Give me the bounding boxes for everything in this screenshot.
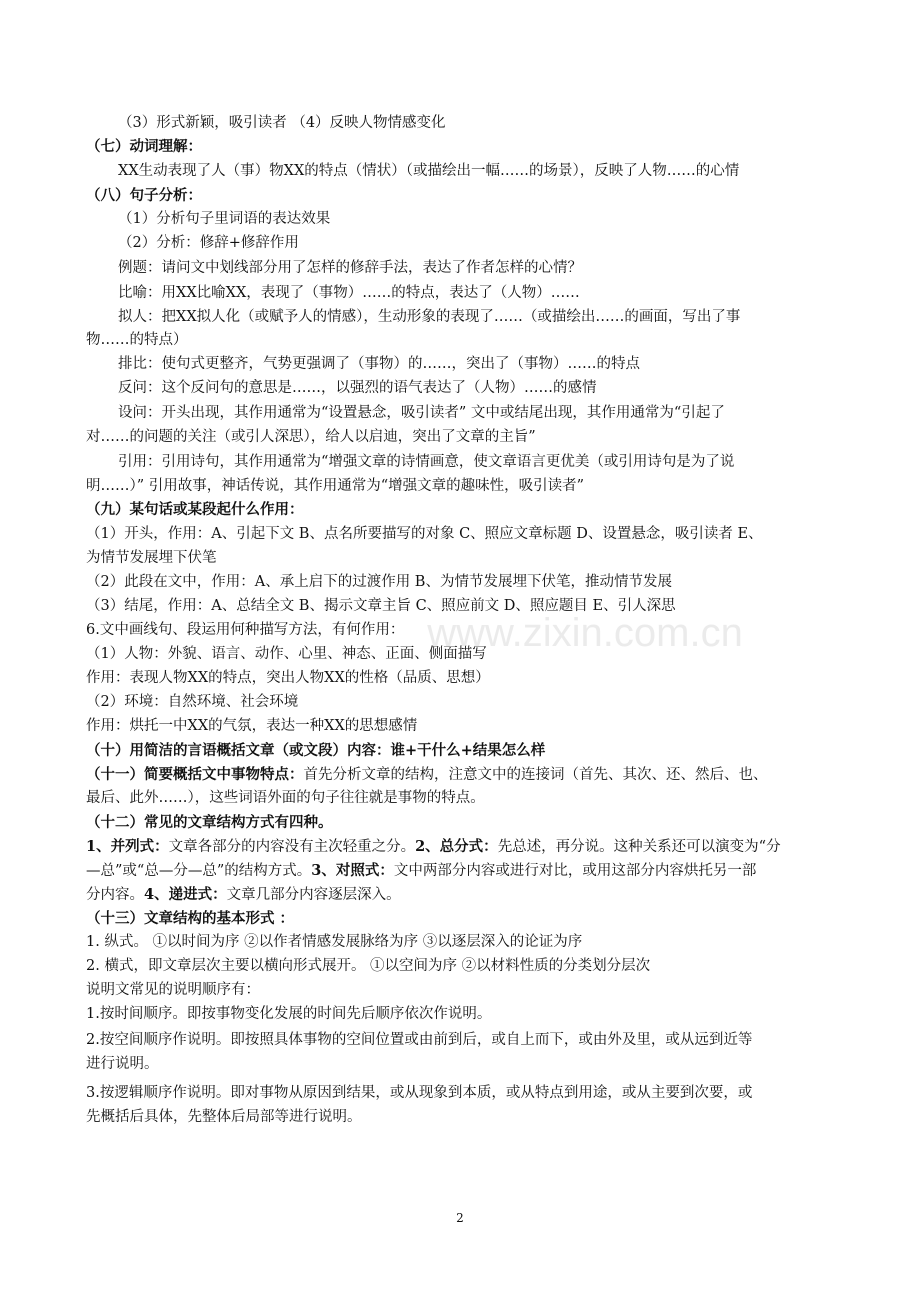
text-line: 6.文中画线句、段运用何种描写方法，有何作用： xyxy=(86,622,405,638)
text-line: （2）此段在文中，作用：A、承上启下的过渡作用 B、为情节发展埋下伏笔，推动情节发展 xyxy=(86,574,672,590)
term-label: 3、对照式： xyxy=(311,862,394,879)
text-line: 说明文常见的说明顺序有： xyxy=(86,982,260,998)
text-line: 2. 横式，即文章层次主要以横向形式展开。 ①以空间为序 ②以材料性质的分类划分层次 xyxy=(86,958,651,974)
text-line: 引用：引用诗句，其作用通常为“增强文章的诗情画意，使文章语言更优美（或引用诗句是为了说 xyxy=(118,454,735,470)
text-line: 明……）” 引用故事，神话传说，其作用通常为“增强文章的趣味性，吸引读者” xyxy=(86,478,585,494)
page-number: 2 xyxy=(456,1211,464,1225)
term-label: 2、总分式： xyxy=(415,838,498,855)
text-line: （1）人物：外貌、语言、动作、心里、神态、正面、侧面描写 xyxy=(86,646,487,662)
text-line: （1）开头，作用：A、引起下文 B、点名所要描写的对象 C、照应文章标题 D、设置悬念，吸引读者 E、 xyxy=(86,526,763,542)
term-label: 4、递进式： xyxy=(144,886,227,903)
text-line: 例题：请问文中划线部分用了怎样的修辞手法，表达了作者怎样的心情？ xyxy=(118,260,582,276)
text-run: —总”或“总—分—总”的结构方式。 xyxy=(86,863,312,879)
text-line xyxy=(86,883,840,906)
text-run: 文章各部分的内容没有主次轻重之分。 xyxy=(168,839,416,855)
text-line: 物……的特点） xyxy=(86,332,188,348)
text-line: XX生动表现了人（事）物XX的特点（情状）（或描绘出一幅……的场景），反映了人物……的心情 xyxy=(118,163,740,179)
section-heading: （八）句子分析： xyxy=(86,187,202,204)
watermark-graphic xyxy=(427,604,743,664)
section-heading: （十二）常见的文章结构方式有四种。 xyxy=(86,814,333,831)
text-line: 对……的问题的关注（或引人深思），给人以启迪，突出了文章的主旨” xyxy=(86,429,536,445)
text-line: （2）环境：自然环境、社会环境 xyxy=(86,694,299,710)
text-line: 比喻：用XX比喻XX，表现了（事物）……的特点，表达了（人物）…… xyxy=(118,285,580,301)
section-heading: （九）某句话或某段起什么作用： xyxy=(86,501,304,518)
text-line: 排比：使句式更整齐，气势更强调了（事物）的……，突出了（事物）……的特点 xyxy=(118,356,640,372)
text-line: （2）分析：修辞+修辞作用 xyxy=(118,235,299,251)
text-line: 为情节发展埋下伏笔 xyxy=(86,550,217,566)
text-line: 先概括后具体，先整体后局部等进行说明。 xyxy=(86,1109,362,1125)
text-line: 最后、此外……），这些词语外面的句子往往就是事物的特点。 xyxy=(86,790,485,806)
text-run: 文中两部分内容或进行对比，或用这部分内容烘托另一部 xyxy=(393,863,757,879)
text-line: （3）形式新颖，吸引读者 （4）反映人物情感变化 xyxy=(118,115,446,131)
text-run: 先总述，再分说。这种关系还可以演变为“分 xyxy=(497,839,781,855)
section-heading: （十一）简要概括文中事物特点： xyxy=(86,766,304,783)
text-line: 拟人：把XX拟人化（或赋予人的情感），生动形象的表现了……（或描绘出……的画面，写出了事 xyxy=(118,309,741,325)
section-heading: （七）动词理解： xyxy=(86,138,202,155)
term-label: 1、并列式： xyxy=(86,838,169,855)
text-line: 作用：烘托一中XX的气氛，表达一种XX的思想感情 xyxy=(86,718,418,734)
text-line: 反问：这个反问句的意思是……，以强烈的语气表达了（人物）……的感情 xyxy=(118,380,597,396)
text-line xyxy=(86,835,840,858)
svg-text:www.zixin.com.cn: www.zixin.com.cn xyxy=(427,611,743,655)
text-line: 作用：表现人物XX的特点，突出人物XX的性格（品质、思想） xyxy=(86,670,490,686)
text-line: 设问：开头出现，其作用通常为“设置悬念，吸引读者” 文中或结尾出现，其作用通常为“引起了 xyxy=(118,405,725,421)
text-line: 1. 纵式。 ①以时间为序 ②以作者情感发展脉络为序 ③以逐层深入的论证为序 xyxy=(86,934,583,950)
text-run: 分内容。 xyxy=(86,887,144,903)
section-heading: （十）用简洁的言语概括文章（或文段）内容：谁+干什么+结果怎么样 xyxy=(86,742,546,759)
text-line xyxy=(86,859,840,882)
section-heading: （十三）文章结构的基本形式 ： xyxy=(86,910,295,927)
text-line xyxy=(86,763,840,786)
text-line: 进行说明。 xyxy=(86,1056,159,1072)
text-run: 文章几部分内容逐层深入。 xyxy=(226,887,401,903)
text-line: 1.按时间顺序。即按事物变化发展的时间先后顺序依次作说明。 xyxy=(86,1006,492,1022)
text-line: 3.按逻辑顺序作说明。即对事物从原因到结果，或从现象到本质，或从特点到用途，或从主要到次要，或 xyxy=(86,1085,753,1101)
text-line: （3）结尾，作用：A、总结全文 B、揭示文章主旨 C、照应前文 D、照应题目 E、引人深思 xyxy=(86,598,676,614)
text-line: 2.按空间顺序作说明。即按照具体事物的空间位置或由前到后，或自上而下，或由外及里，或从远到近等 xyxy=(86,1032,753,1048)
text-run: 首先分析文章的结构，注意文中的连接词（首先、其次、还、然后、也、 xyxy=(303,767,768,783)
text-line: （1）分析句子里词语的表达效果 xyxy=(118,211,331,227)
